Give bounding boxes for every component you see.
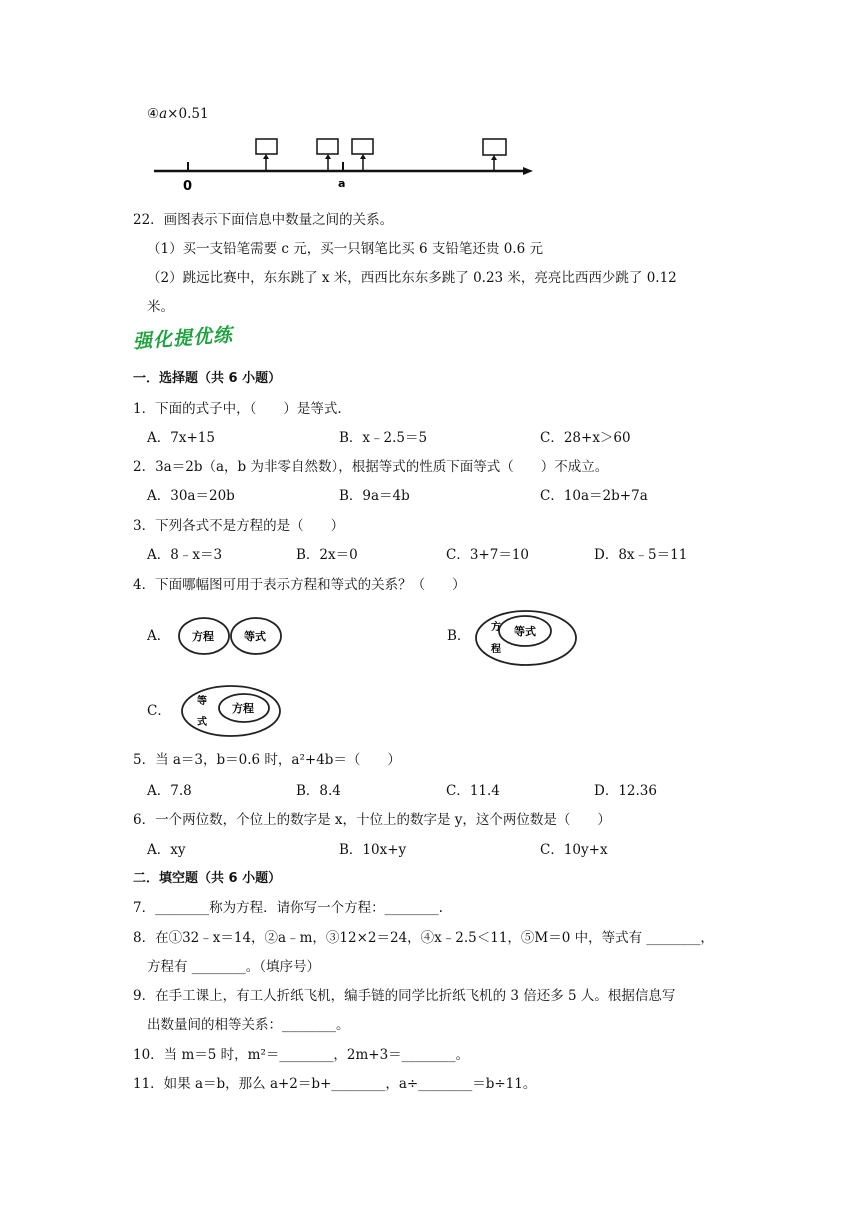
q2-option-c[interactable]: C．10a＝2b+7a bbox=[540, 488, 648, 504]
q6-option-a[interactable]: A．xy bbox=[147, 842, 186, 858]
q4-option-c[interactable]: C． bbox=[147, 703, 171, 719]
section-2-heading: 二．填空题（共 6 小题） bbox=[133, 871, 282, 886]
q1-option-a[interactable]: A．7x+15 bbox=[147, 430, 215, 446]
q5-option-c[interactable]: C．11.4 bbox=[446, 783, 500, 799]
section-1-heading: 一．选择题（共 6 小题） bbox=[133, 371, 282, 386]
q22-title: 22．画图表示下面信息中数量之间的关系。 bbox=[133, 212, 394, 228]
q4-option-a[interactable]: A． bbox=[147, 628, 171, 644]
q9-line2: 出数量间的相等关系：________。 bbox=[147, 1017, 350, 1033]
section-banner: 强化提优练 bbox=[132, 324, 234, 353]
q22-part1: （1）买一支铅笔需要 c 元，买一只钢笔比买 6 支铅笔还贵 0.6 元 bbox=[147, 241, 543, 257]
q5-stem: 5．当 a＝3，b＝0.6 时，a²+4b＝（ ） bbox=[133, 752, 401, 768]
answer-box-4[interactable] bbox=[483, 139, 506, 170]
q1-option-c[interactable]: C．28+x＞60 bbox=[540, 430, 631, 446]
q1-option-b[interactable]: B．x﹣2.5＝5 bbox=[339, 430, 428, 446]
q2-option-a[interactable]: A．30a＝20b bbox=[147, 488, 235, 504]
q4-stem: 4．下面哪幅图可用于表示方程和等式的关系？（ ） bbox=[133, 577, 466, 593]
q5-option-a[interactable]: A．7.8 bbox=[147, 783, 192, 799]
q2-stem: 2．3a＝2b（a，b 为非零自然数），根据等式的性质下面等式（ ）不成立。 bbox=[133, 459, 609, 475]
zero-label: 0 bbox=[183, 179, 193, 194]
number-line bbox=[150, 130, 540, 194]
q4-diagram-c[interactable] bbox=[179, 684, 283, 740]
item-4-rest: ×0.51 bbox=[167, 106, 209, 122]
q22-part2-line2: 米。 bbox=[147, 299, 174, 315]
a-label: a bbox=[338, 177, 346, 190]
label-fangcheng-c: 方程 bbox=[232, 702, 254, 715]
label-dengshi-a: 等式 bbox=[244, 630, 266, 643]
q3-option-a[interactable]: A．8﹣x＝3 bbox=[147, 547, 223, 563]
label-cheng-b: 程 bbox=[491, 644, 501, 655]
q4-option-b[interactable]: B． bbox=[447, 628, 471, 644]
q6-option-b[interactable]: B．10x+y bbox=[339, 842, 407, 858]
label-shi-c: 式 bbox=[197, 717, 207, 728]
q2-option-b[interactable]: B．9a＝4b bbox=[339, 488, 410, 504]
q10-text: 10．当 m＝5 时，m²＝________，2m+3＝________。 bbox=[133, 1047, 470, 1063]
q3-option-d[interactable]: D．8x﹣5＝11 bbox=[594, 547, 688, 563]
q5-option-b[interactable]: B．8.4 bbox=[296, 783, 341, 799]
answer-box-2[interactable] bbox=[317, 139, 338, 170]
label-fangcheng-a: 方程 bbox=[192, 630, 214, 643]
item-4-label bbox=[147, 105, 209, 123]
q22-part2-line1: （2）跳远比赛中，东东跳了 x 米，西西比东东多跳了 0.23 米，亮亮比西西少跳了 0.12 bbox=[147, 270, 677, 286]
q3-option-b[interactable]: B．2x＝0 bbox=[296, 547, 358, 563]
q4-diagram-a[interactable] bbox=[176, 614, 286, 658]
q8-line1: 8．在①32﹣x＝14，②a﹣m，③12×2＝24，④x﹣2.5＜11，⑤M＝0 中，等式有 ________， bbox=[133, 930, 714, 946]
q6-option-c[interactable]: C．10y+x bbox=[540, 842, 608, 858]
q1-stem: 1．下面的式子中，（ ）是等式. bbox=[133, 401, 342, 417]
label-deng-c: 等 bbox=[197, 696, 207, 707]
q8-line2: 方程有 ________。（填序号） bbox=[147, 959, 321, 975]
q9-line1: 9．在手工课上，有工人折纸飞机，编手链的同学比折纸飞机的 3 倍还多 5 人。根据信息写 bbox=[133, 988, 676, 1004]
q5-option-d[interactable]: D．12.36 bbox=[594, 783, 657, 799]
q3-option-c[interactable]: C．3+7＝10 bbox=[446, 547, 529, 563]
answer-box-1[interactable] bbox=[256, 139, 277, 170]
q6-stem: 6．一个两位数，个位上的数字是 x，十位上的数字是 y，这个两位数是（ ） bbox=[133, 812, 611, 828]
q4-diagram-b[interactable] bbox=[474, 608, 580, 668]
answer-box-3[interactable] bbox=[352, 139, 373, 170]
q7-text: 7．________称为方程．请你写一个方程：________. bbox=[133, 900, 443, 916]
circled-4: ④ bbox=[147, 106, 160, 122]
label-fang-b: 方 bbox=[491, 622, 501, 633]
item-4-var: a bbox=[159, 106, 168, 122]
q3-stem: 3．下列各式不是方程的是（ ） bbox=[133, 518, 345, 534]
q11-text: 11．如果 a＝b，那么 a+2＝b+________，a÷________＝b÷11。 bbox=[133, 1076, 537, 1092]
label-dengshi-b: 等式 bbox=[514, 625, 536, 638]
number-line-arrowhead bbox=[523, 167, 533, 175]
